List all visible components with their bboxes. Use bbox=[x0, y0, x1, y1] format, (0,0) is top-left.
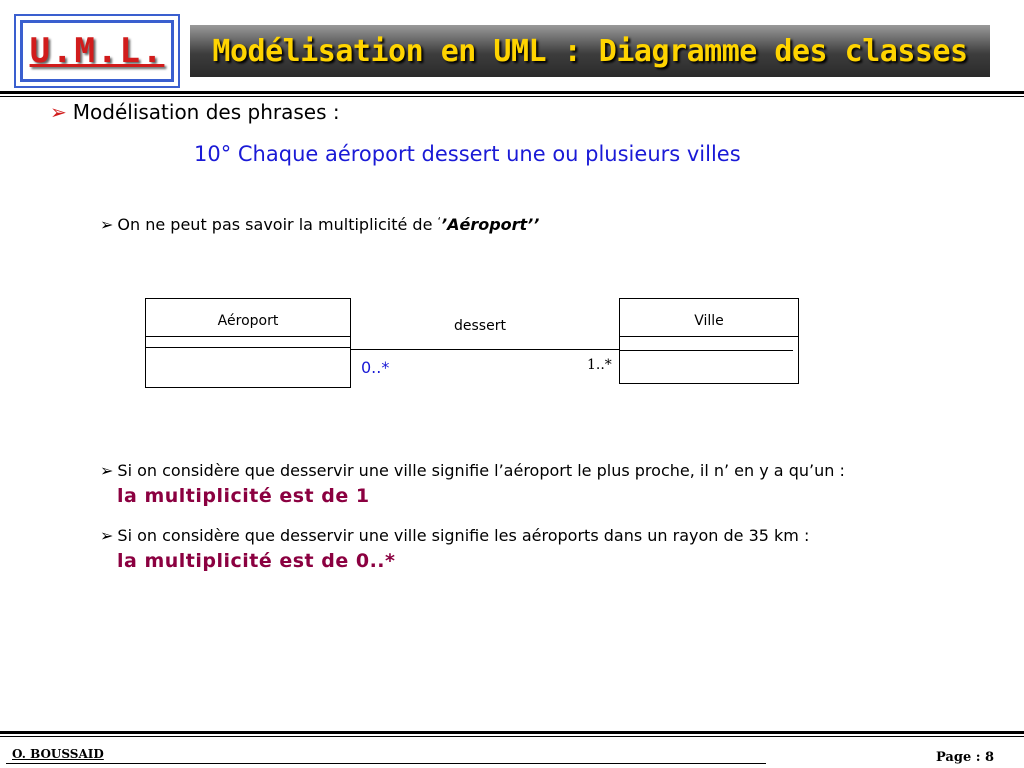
point-nearest-airport bbox=[100, 461, 845, 480]
title-banner bbox=[190, 25, 990, 77]
footer-rule-thin bbox=[0, 736, 1024, 737]
header-rule-thick bbox=[0, 91, 1024, 94]
arrowhead-bullet-icon: ➢ bbox=[100, 526, 114, 545]
point1-term: ’Aéroport’’ bbox=[441, 215, 540, 234]
uml-logo bbox=[14, 14, 180, 88]
footer-underline bbox=[6, 763, 766, 764]
point1-text: On ne peut pas savoir la multiplicité de bbox=[117, 215, 438, 234]
slide-title: Modélisation en UML : Diagramme des classes bbox=[212, 33, 968, 69]
section-bullet bbox=[50, 100, 340, 124]
header-rule-thin bbox=[0, 96, 1024, 97]
section-label: Modélisation des phrases : bbox=[72, 100, 340, 124]
point3-text: Si on considère que desservir une ville signifie les aéroports dans un rayon de 35 km : bbox=[117, 526, 810, 545]
uml-logo-frame bbox=[20, 20, 174, 82]
class-name-aeroport: Aéroport bbox=[217, 313, 279, 329]
point1-quote: ‘ bbox=[437, 215, 441, 228]
class-name-ville: Ville bbox=[694, 313, 724, 329]
point-multiplicity-unknown bbox=[100, 215, 539, 234]
page-number: Page : 8 bbox=[936, 750, 995, 765]
footer-rule-thick bbox=[0, 731, 1024, 734]
arrowhead-bullet-icon: ➢ bbox=[50, 100, 67, 124]
uml-logo-text: U.M.L. bbox=[29, 31, 165, 71]
class-box-ville bbox=[619, 298, 799, 384]
class-attributes-divider bbox=[146, 336, 350, 337]
arrowhead-bullet-icon: ➢ bbox=[100, 215, 114, 234]
multiplicity-aeroport: 0..* bbox=[361, 358, 390, 377]
arrowhead-bullet-icon: ➢ bbox=[100, 461, 114, 480]
multiplicity-ville: 1..* bbox=[587, 357, 612, 373]
point2-text: Si on considère que desservir une ville signifie l’aéroport le plus proche, il n’ en y a qu’un : bbox=[117, 461, 845, 480]
conclusion-1: la multiplicité est de 1 bbox=[117, 485, 370, 507]
modeled-sentence: 10° Chaque aéroport dessert une ou plusieurs villes bbox=[194, 142, 741, 166]
point-radius-airports bbox=[100, 526, 809, 545]
class-attributes-divider bbox=[620, 336, 798, 337]
conclusion-2: la multiplicité est de 0..* bbox=[117, 550, 396, 572]
association-line bbox=[350, 349, 620, 350]
author-name: O. BOUSSAID bbox=[12, 747, 104, 761]
class-operations-divider bbox=[146, 347, 350, 348]
class-operations-divider bbox=[620, 350, 793, 351]
class-box-aeroport bbox=[145, 298, 351, 388]
association-name: dessert bbox=[454, 318, 506, 334]
